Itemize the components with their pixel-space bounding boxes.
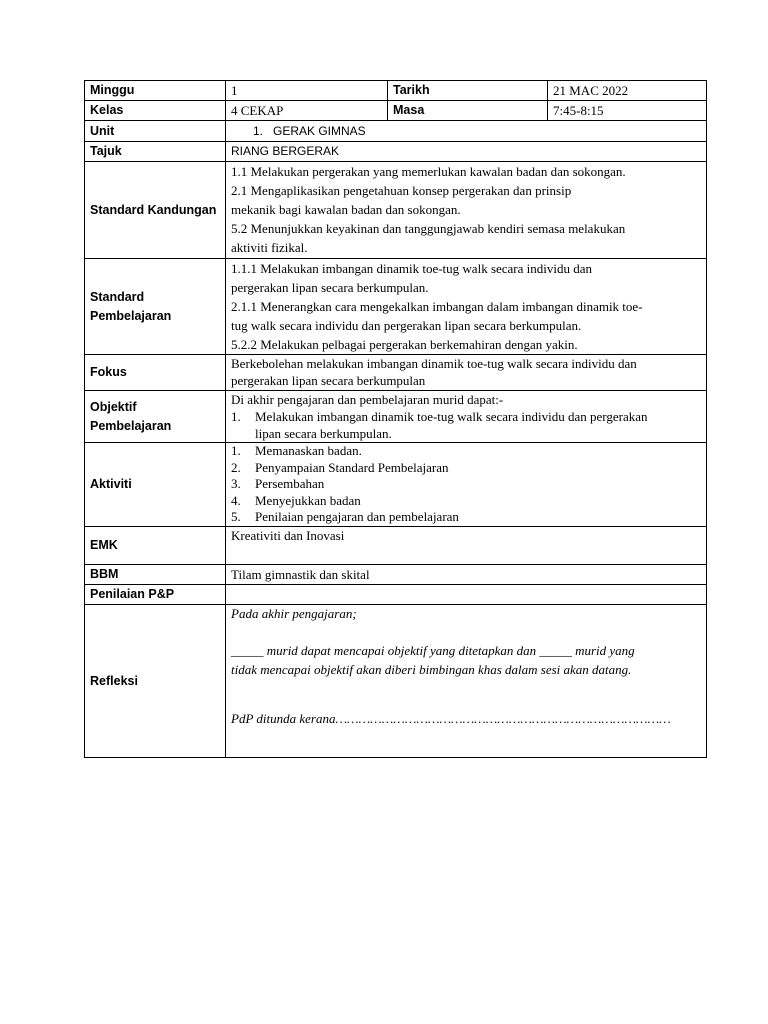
- sk-line: 1.1 Melakukan pergerakan yang memerlukan kawalan badan dan sokongan.: [231, 164, 626, 179]
- kelas-value: 4 CEKAP: [226, 101, 388, 121]
- row-fokus: [85, 355, 707, 391]
- objektif-item-line: lipan secara berkumpulan.: [255, 426, 392, 441]
- sp-line: 5.2.2 Melakukan pelbagai pergerakan berkemahiran dengan yakin.: [231, 337, 578, 352]
- objektif-intro: Di akhir pengajaran dan pembelajaran murid dapat:-: [231, 392, 504, 407]
- row-standard-pembelajaran: [85, 259, 707, 355]
- penilaian-value: [226, 585, 707, 605]
- sp-line: pergerakan lipan secara berkumpulan.: [231, 280, 429, 295]
- row-aktiviti: [85, 443, 707, 527]
- objektif-item-number: 1.: [231, 409, 241, 424]
- tarikh-label: Tarikh: [388, 81, 548, 101]
- aktiviti-item-text: Persembahan: [255, 476, 325, 491]
- bbm-value: Tilam gimnastik dan skital: [226, 565, 707, 585]
- refleksi-line: PdP ditunda kerana……………………………………………………………………………: [231, 711, 671, 726]
- objektif-item-line: Melakukan imbangan dinamik toe-tug walk secara individu dan pergerakan: [255, 409, 648, 424]
- fokus-line: pergerakan lipan secara berkumpulan: [231, 373, 426, 388]
- refleksi-label: Refleksi: [85, 605, 226, 758]
- row-kelas: [85, 101, 707, 121]
- masa-value: 7:45-8:15: [548, 101, 707, 121]
- unit-value-cell: [226, 121, 707, 142]
- aktiviti-item-text: Menyejukkan badan: [255, 492, 361, 508]
- row-bbm: [85, 565, 707, 585]
- sk-line: mekanik bagi kawalan badan dan sokongan.: [231, 202, 461, 217]
- aktiviti-item-number: 3.: [231, 476, 241, 491]
- objektif-item-text: [255, 408, 701, 442]
- aktiviti-item-text: Penyampaian Standard Pembelajaran: [255, 459, 449, 475]
- standard-pembelajaran-label: [85, 259, 226, 355]
- sp-line: tug walk secara individu dan pergerakan lipan secara berkumpulan.: [231, 318, 582, 333]
- list-item: [231, 460, 701, 477]
- tarikh-value: 21 MAC 2022: [548, 81, 707, 101]
- standard-kandungan-value: [226, 162, 707, 259]
- row-emk: [85, 527, 707, 565]
- tajuk-value: RIANG BERGERAK: [226, 142, 707, 162]
- sk-line: 2.1 Mengaplikasikan pengetahuan konsep pergerakan dan prinsip: [231, 183, 572, 198]
- masa-label: Masa: [388, 101, 548, 121]
- aktiviti-value: [226, 443, 707, 527]
- row-unit: [85, 121, 707, 142]
- list-item: [231, 408, 701, 442]
- standard-pembelajaran-value: [226, 259, 707, 355]
- refleksi-line: _____ murid dapat mencapai objektif yang ditetapkan dan _____ murid yang: [231, 643, 635, 658]
- list-item: [231, 493, 701, 510]
- sk-line: 5.2 Menunjukkan keyakinan dan tanggungjawab kendiri semasa melakukan: [231, 221, 626, 236]
- row-refleksi: [85, 605, 707, 758]
- emk-value: Kreativiti dan Inovasi: [226, 527, 707, 565]
- kelas-label: Kelas: [85, 101, 226, 121]
- aktiviti-item-number: 5.: [231, 509, 241, 524]
- refleksi-line: Pada akhir pengajaran;: [231, 606, 357, 621]
- refleksi-value: [226, 605, 707, 758]
- lesson-plan-table: [84, 80, 707, 758]
- list-item: [231, 509, 701, 526]
- aktiviti-item-number: 4.: [231, 492, 241, 508]
- tajuk-label: Tajuk: [85, 142, 226, 162]
- aktiviti-label: Aktiviti: [85, 443, 226, 527]
- row-penilaian: [85, 585, 707, 605]
- sk-line: aktiviti fizikal.: [231, 240, 308, 255]
- fokus-line: Berkebolehan melakukan imbangan dinamik toe-tug walk secara individu dan: [231, 356, 637, 371]
- row-tajuk: [85, 142, 707, 162]
- row-objektif: [85, 391, 707, 443]
- unit-value: GERAK GIMNAS: [273, 123, 366, 138]
- sp-line: 2.1.1 Menerangkan cara mengekalkan imbangan dalam imbangan dinamik toe-: [231, 299, 643, 314]
- aktiviti-item-number: 1.: [231, 443, 241, 458]
- minggu-value: 1: [226, 81, 388, 101]
- sp-label-line: Pembelajaran: [90, 308, 172, 323]
- row-standard-kandungan: [85, 162, 707, 259]
- penilaian-label: Penilaian P&P: [85, 585, 226, 605]
- emk-label: EMK: [85, 527, 226, 565]
- refleksi-line: tidak mencapai objektif akan diberi bimbingan khas dalam sesi akan datang.: [231, 662, 632, 677]
- objektif-label: [85, 391, 226, 443]
- aktiviti-item-number: 2.: [231, 459, 241, 475]
- objektif-list: [231, 408, 701, 442]
- aktiviti-item-text: Penilaian pengajaran dan pembelajaran: [255, 509, 459, 524]
- sp-line: 1.1.1 Melakukan imbangan dinamik toe-tug walk secara individu dan: [231, 261, 593, 276]
- objektif-label-line: Objektif: [90, 399, 137, 414]
- unit-label: Unit: [85, 121, 226, 142]
- fokus-label: Fokus: [85, 355, 226, 391]
- aktiviti-list: [231, 443, 701, 526]
- objektif-value: [226, 391, 707, 443]
- list-item: [231, 476, 701, 493]
- standard-kandungan-label: Standard Kandungan: [85, 162, 226, 259]
- list-item: [231, 443, 701, 460]
- fokus-value: [226, 355, 707, 391]
- bbm-label: BBM: [85, 565, 226, 585]
- objektif-label-line: Pembelajaran: [90, 418, 172, 433]
- unit-number: 1.: [253, 123, 264, 138]
- aktiviti-item-text: Memanaskan badan.: [255, 443, 362, 458]
- minggu-label: Minggu: [85, 81, 226, 101]
- row-minggu: [85, 81, 707, 101]
- sp-label-line: Standard: [90, 289, 145, 304]
